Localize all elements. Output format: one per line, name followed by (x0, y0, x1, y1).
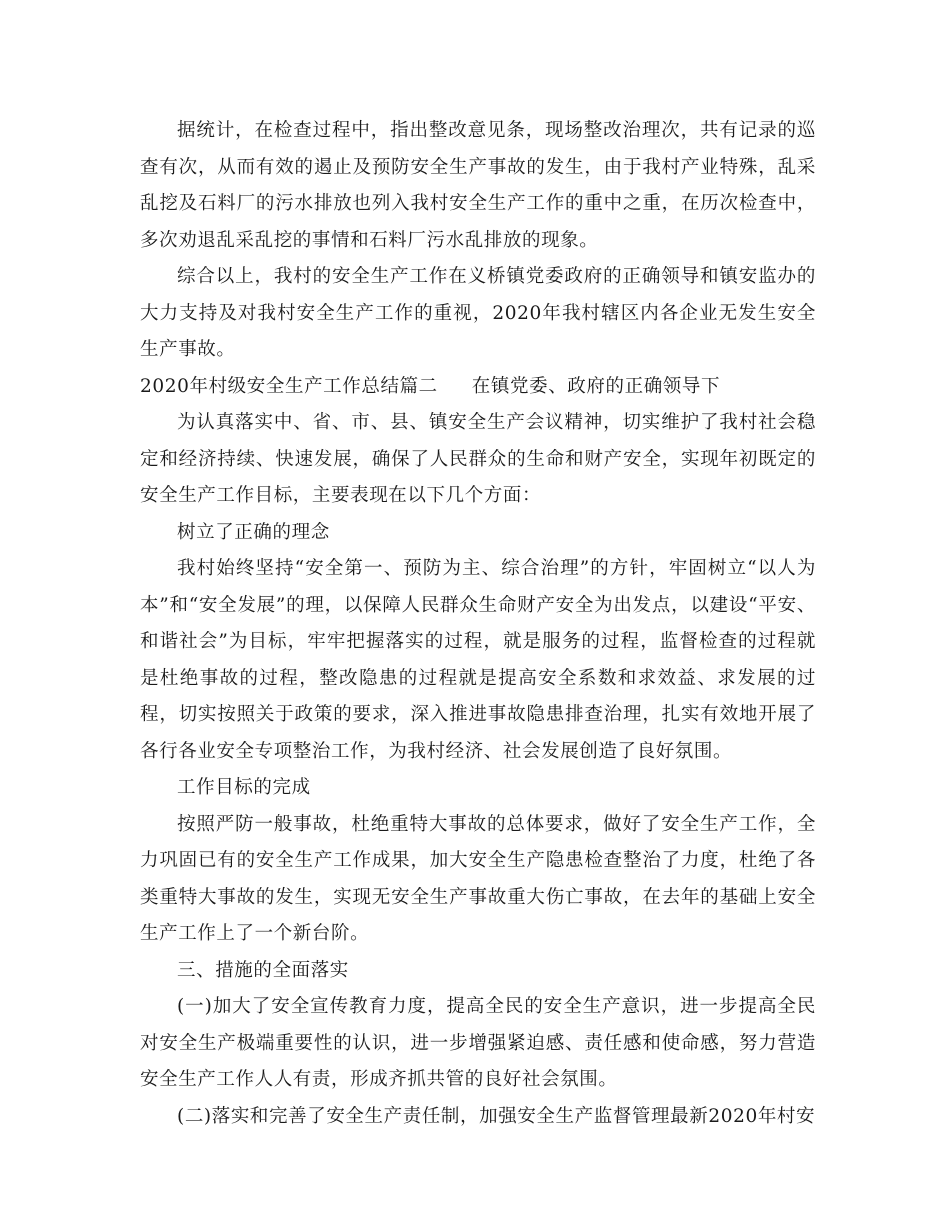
paragraph-concept: 我村始终坚持“安全第一、预防为主、综合治理”的方针，牢固树立“以人为本”和“安全发展”的理，以保障人民群众生命财产安全为出发点，以建设“平安、和谐社会”为目标，牢牢把握落实的过程，就是服务的过程，监督检查的过程就是杜绝事故的过程，整改隐患的过程就是提高安全系数和求效益、求发展的过程，切实按照关于政策的要求，深入推进事故隐患排查治理，扎实有效地开展了各行各业安全专项整治工作，为我村经济、社会发展创造了良好氛围。 (140, 558, 816, 762)
subheading-goals: 工作目标的完成 (177, 777, 311, 798)
document-body (140, 113, 816, 1135)
section-heading-title: 2020年村级安全生产工作总结篇二 (140, 375, 438, 397)
subheading-concept: 树立了正确的理念 (177, 521, 330, 543)
paragraph-measure-1: (一)加大了安全宣传教育力度，提高全民的安全生产意识，进一步提高全民对安全生产极端重要性的认识，进一步增强紧迫感、责任感和使命感，努力营造安全生产工作人人有责，形成齐抓共管的良好社会氛围。 (140, 996, 816, 1090)
section-heading-subtitle: 在镇党委、政府的正确领导下 (471, 375, 721, 397)
paragraph-summary: 综合以上，我村的安全生产工作在义桥镇党委政府的正确领导和镇安监办的大力支持及对我村安全生产工作的重视，2020年我村辖区内各企业无发生安全生产事故。 (140, 266, 816, 360)
paragraph-goals: 按照严防一般事故，杜绝重特大事故的总体要求，做好了安全生产工作，全力巩固已有的安全生产工作成果，加大安全生产隐患检查整治了力度，杜绝了各类重特大事故的发生，实现无安全生产事故重大伤亡事故，在去年的基础上安全生产工作上了一个新台阶。 (140, 813, 816, 944)
paragraph-intro: 为认真落实中、省、市、县、镇安全生产会议精神，切实维护了我村社会稳定和经济持续、快速发展，确保了人民群众的生命和财产安全，实现年初既定的安全生产工作目标，主要表现在以下几个方面： (140, 412, 816, 506)
section-heading (140, 369, 816, 406)
paragraph-measure-2: (二)落实和完善了安全生产责任制，加强安全生产监督管理最新2020年村安 (177, 1105, 816, 1127)
subheading-measures: 三、措施的全面落实 (177, 959, 349, 981)
paragraph-statistics: 据统计，在检查过程中，指出整改意见条，现场整改治理次，共有记录的巡查有次，从而有效的遏止及预防安全生产事故的发生，由于我村产业特殊，乱采乱挖及石料厂的污水排放也列入我村安全生产工作的重中之重，在历次检查中，多次劝退乱采乱挖的事情和石料厂污水乱排放的现象。 (140, 120, 816, 251)
